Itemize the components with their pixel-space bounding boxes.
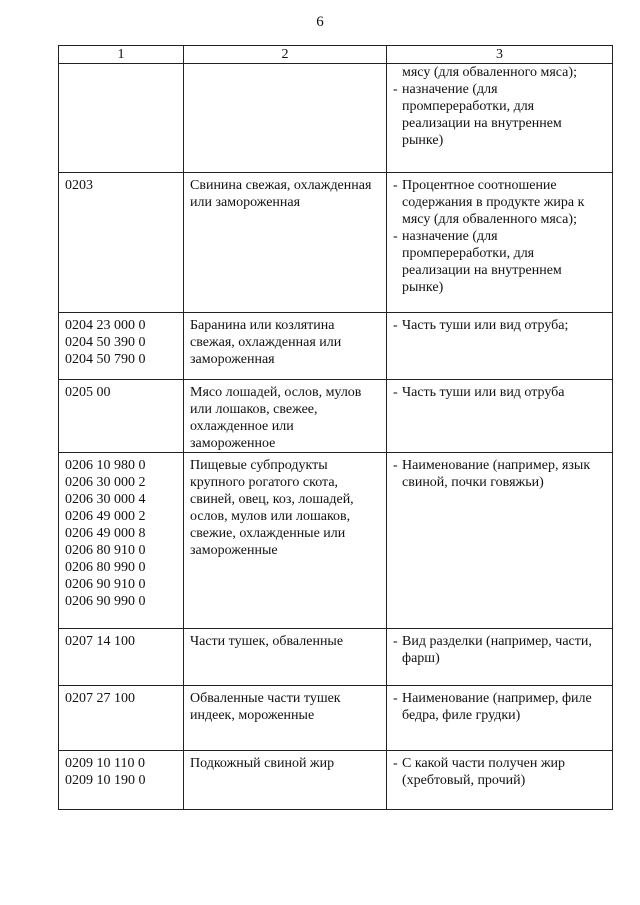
attributes-cell	[387, 313, 613, 380]
code-cell	[59, 686, 184, 751]
description-cell	[184, 629, 387, 686]
table-row	[59, 380, 613, 453]
table-row	[59, 629, 613, 686]
commodity-description: Мясо лошадей, ослов, мулов или лошаков, свежее, охлажденное или замороженное	[190, 385, 362, 451]
attributes-cell	[387, 686, 613, 751]
attribute-text: С какой части получен жир (хребтовый, прочий)	[402, 756, 566, 788]
commodity-code: 0205 00	[65, 385, 111, 400]
table-row	[59, 64, 613, 173]
commodity-code: 0207 14 100	[65, 634, 135, 649]
header-col-2: 2	[184, 46, 387, 64]
attribute-item	[393, 317, 606, 334]
description-cell	[184, 313, 387, 380]
commodity-code: 0209 10 190 0	[65, 773, 146, 788]
attribute-text: назначение (для промпереработки, для реализации на внутреннем рынке)	[402, 229, 562, 295]
commodity-description: Баранина или козлятина свежая, охлажденная или замороженная	[190, 318, 342, 367]
dash-bullet: -	[393, 178, 398, 193]
table-row	[59, 686, 613, 751]
code-cell	[59, 64, 184, 173]
description-cell	[184, 173, 387, 313]
attributes-cell	[387, 453, 613, 629]
attribute-item	[393, 690, 606, 724]
attribute-text: Вид разделки (например, части, фарш)	[402, 634, 592, 666]
description-cell	[184, 751, 387, 810]
commodity-code: 0206 90 990 0	[65, 594, 146, 609]
dash-bullet: -	[393, 458, 398, 473]
attribute-item	[393, 64, 606, 81]
commodity-code: 0204 23 000 0	[65, 318, 146, 333]
attribute-item	[393, 755, 606, 789]
attribute-item	[393, 633, 606, 667]
commodity-code: 0203	[65, 178, 93, 193]
attribute-text: Процентное соотношение содержания в продукте жира к мясу (для обваленного мяса);	[402, 178, 585, 227]
commodity-code: 0206 30 000 4	[65, 492, 146, 507]
commodity-code: 0206 49 000 8	[65, 526, 146, 541]
commodity-code: 0209 10 110 0	[65, 756, 145, 771]
table-row	[59, 313, 613, 380]
attribute-text: мясу (для обваленного мяса);	[402, 65, 577, 80]
commodity-table	[58, 45, 613, 810]
description-cell	[184, 686, 387, 751]
dash-bullet: -	[393, 691, 398, 706]
description-cell	[184, 453, 387, 629]
commodity-code: 0206 49 000 2	[65, 509, 146, 524]
table-row	[59, 173, 613, 313]
attribute-item	[393, 177, 606, 228]
header-col-3: 3	[387, 46, 613, 64]
commodity-code: 0206 10 980 0	[65, 458, 146, 473]
code-cell	[59, 453, 184, 629]
commodity-description: Пищевые субпродукты крупного рогатого скота, свиней, овец, коз, лошадей, ослов, мулов или лошаков, свежие, охлажденные или замороженные	[190, 458, 354, 558]
attribute-item	[393, 81, 606, 149]
page-number: 6	[316, 14, 324, 30]
table-body	[59, 64, 613, 810]
attributes-cell	[387, 173, 613, 313]
commodity-code: 0207 27 100	[65, 691, 135, 706]
attribute-item	[393, 457, 606, 491]
code-cell	[59, 173, 184, 313]
attribute-text: Часть туши или вид отруба;	[402, 318, 569, 333]
commodity-code: 0204 50 390 0	[65, 335, 146, 350]
attribute-text: Наименование (например, язык свиной, почки говяжьи)	[402, 458, 591, 490]
table-row	[59, 751, 613, 810]
commodity-description: Обваленные части тушек индеек, мороженные	[190, 691, 341, 723]
attributes-cell	[387, 751, 613, 810]
header-col-1: 1	[59, 46, 184, 64]
dash-bullet: -	[393, 385, 398, 400]
attributes-cell	[387, 64, 613, 173]
code-cell	[59, 380, 184, 453]
dash-bullet: -	[393, 318, 398, 333]
attribute-item	[393, 384, 606, 401]
dash-bullet: -	[393, 756, 398, 771]
attribute-text: Наименование (например, филе бедра, филе грудки)	[402, 691, 592, 723]
attributes-cell	[387, 629, 613, 686]
dash-bullet: -	[393, 82, 398, 97]
commodity-code: 0206 30 000 2	[65, 475, 146, 490]
commodity-code: 0206 90 910 0	[65, 577, 146, 592]
dash-bullet: -	[393, 229, 398, 244]
code-cell	[59, 629, 184, 686]
code-cell	[59, 751, 184, 810]
commodity-code: 0206 80 990 0	[65, 560, 146, 575]
commodity-code: 0206 80 910 0	[65, 543, 146, 558]
code-cell	[59, 313, 184, 380]
attributes-cell	[387, 380, 613, 453]
attribute-text: назначение (для промпереработки, для реализации на внутреннем рынке)	[402, 82, 562, 148]
table-header-row	[59, 46, 613, 64]
attribute-item	[393, 228, 606, 296]
commodity-description: Свинина свежая, охлажденная или замороженная	[190, 178, 372, 210]
commodity-description: Части тушек, обваленные	[190, 634, 344, 649]
commodity-description: Подкожный свиной жир	[190, 756, 335, 771]
commodity-code: 0204 50 790 0	[65, 352, 146, 367]
description-cell	[184, 380, 387, 453]
table-row	[59, 453, 613, 629]
attribute-text: Часть туши или вид отруба	[402, 385, 565, 400]
description-cell	[184, 64, 387, 173]
dash-bullet: -	[393, 634, 398, 649]
